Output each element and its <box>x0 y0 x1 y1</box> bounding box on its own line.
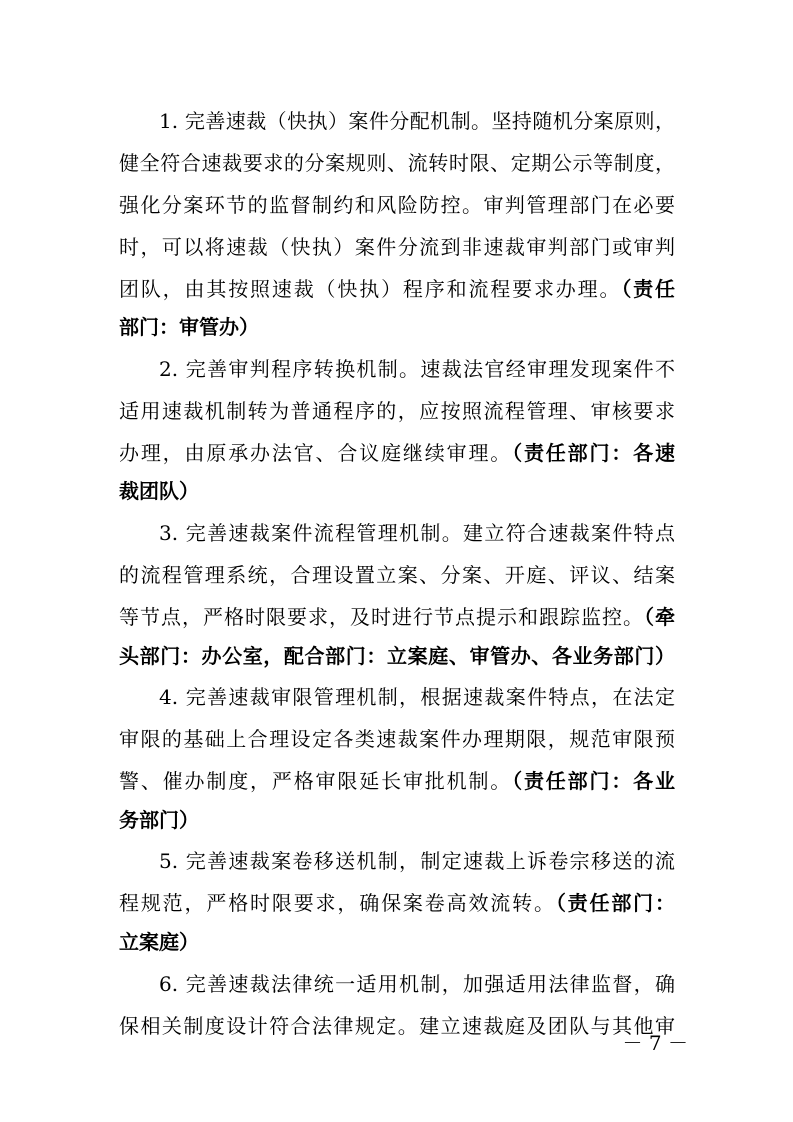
paragraph-5-line-1: 5. 完善速裁案卷移送机制，制定速裁上诉卷宗移送的流 <box>159 849 675 873</box>
paragraph-5-line-3: 立案庭） <box>119 930 199 954</box>
paragraph-2-line-4: 裁团队） <box>119 479 199 503</box>
page-number: － 7 － <box>622 1031 688 1055</box>
paragraph-1-line-2: 健全符合速裁要求的分案规则、流转时限、定期公示等制度， <box>119 151 675 175</box>
paragraph-1-line-3: 强化分案环节的监督制约和风险防控。审判管理部门在必要 <box>119 193 675 217</box>
paragraph-1-line-1: 1. 完善速裁（快执）案件分配机制。坚持随机分案原则， <box>159 109 675 133</box>
paragraph-1-line-4: 时，可以将速裁（快执）案件分流到非速裁审判部门或审判 <box>119 235 675 259</box>
paragraph-5-line-2: 程规范，严格时限要求，确保案卷高效流转。（责任部门： <box>119 891 676 915</box>
paragraph-4-line-1: 4. 完善速裁审限管理机制，根据速裁案件特点，在法定 <box>159 685 675 709</box>
paragraph-2-line-3: 办理，由原承办法官、合议庭继续审理。（责任部门：各速 <box>119 441 676 465</box>
paragraph-2-line-2: 适用速裁机制转为普通程序的，应按照流程管理、审核要求 <box>119 399 675 423</box>
paragraph-3-line-2: 的流程管理系统，合理设置立案、分案、开庭、评议、结案 <box>119 563 675 587</box>
paragraph-4-line-3: 警、催办制度，严格审限延长审批机制。（责任部门：各业 <box>119 769 676 793</box>
paragraph-3-line-3: 等节点，严格时限要求，及时进行节点提示和跟踪监控。（牵 <box>119 605 675 629</box>
paragraph-6-line-2: 保相关制度设计符合法律规定。建立速裁庭及团队与其他审 <box>119 1014 675 1038</box>
paragraph-2-line-1: 2. 完善审判程序转换机制。速裁法官经审理发现案件不 <box>159 357 675 381</box>
paragraph-4-line-2: 审限的基础上合理设定各类速裁案件办理期限，规范审限预 <box>119 727 675 751</box>
paragraph-4-line-4: 务部门） <box>119 808 199 832</box>
paragraph-3-line-1: 3. 完善速裁案件流程管理机制。建立符合速裁案件特点 <box>159 521 675 545</box>
paragraph-6-line-1: 6. 完善速裁法律统一适用机制，加强适用法律监督，确 <box>159 972 675 996</box>
paragraph-1-line-6: 部门：审管办） <box>119 315 259 339</box>
paragraph-1-line-5: 团队，由其按照速裁（快执）程序和流程要求办理。（责任 <box>119 277 676 301</box>
paragraph-3-line-4: 头部门：办公室，配合部门：立案庭、审管办、各业务部门） <box>119 644 675 668</box>
